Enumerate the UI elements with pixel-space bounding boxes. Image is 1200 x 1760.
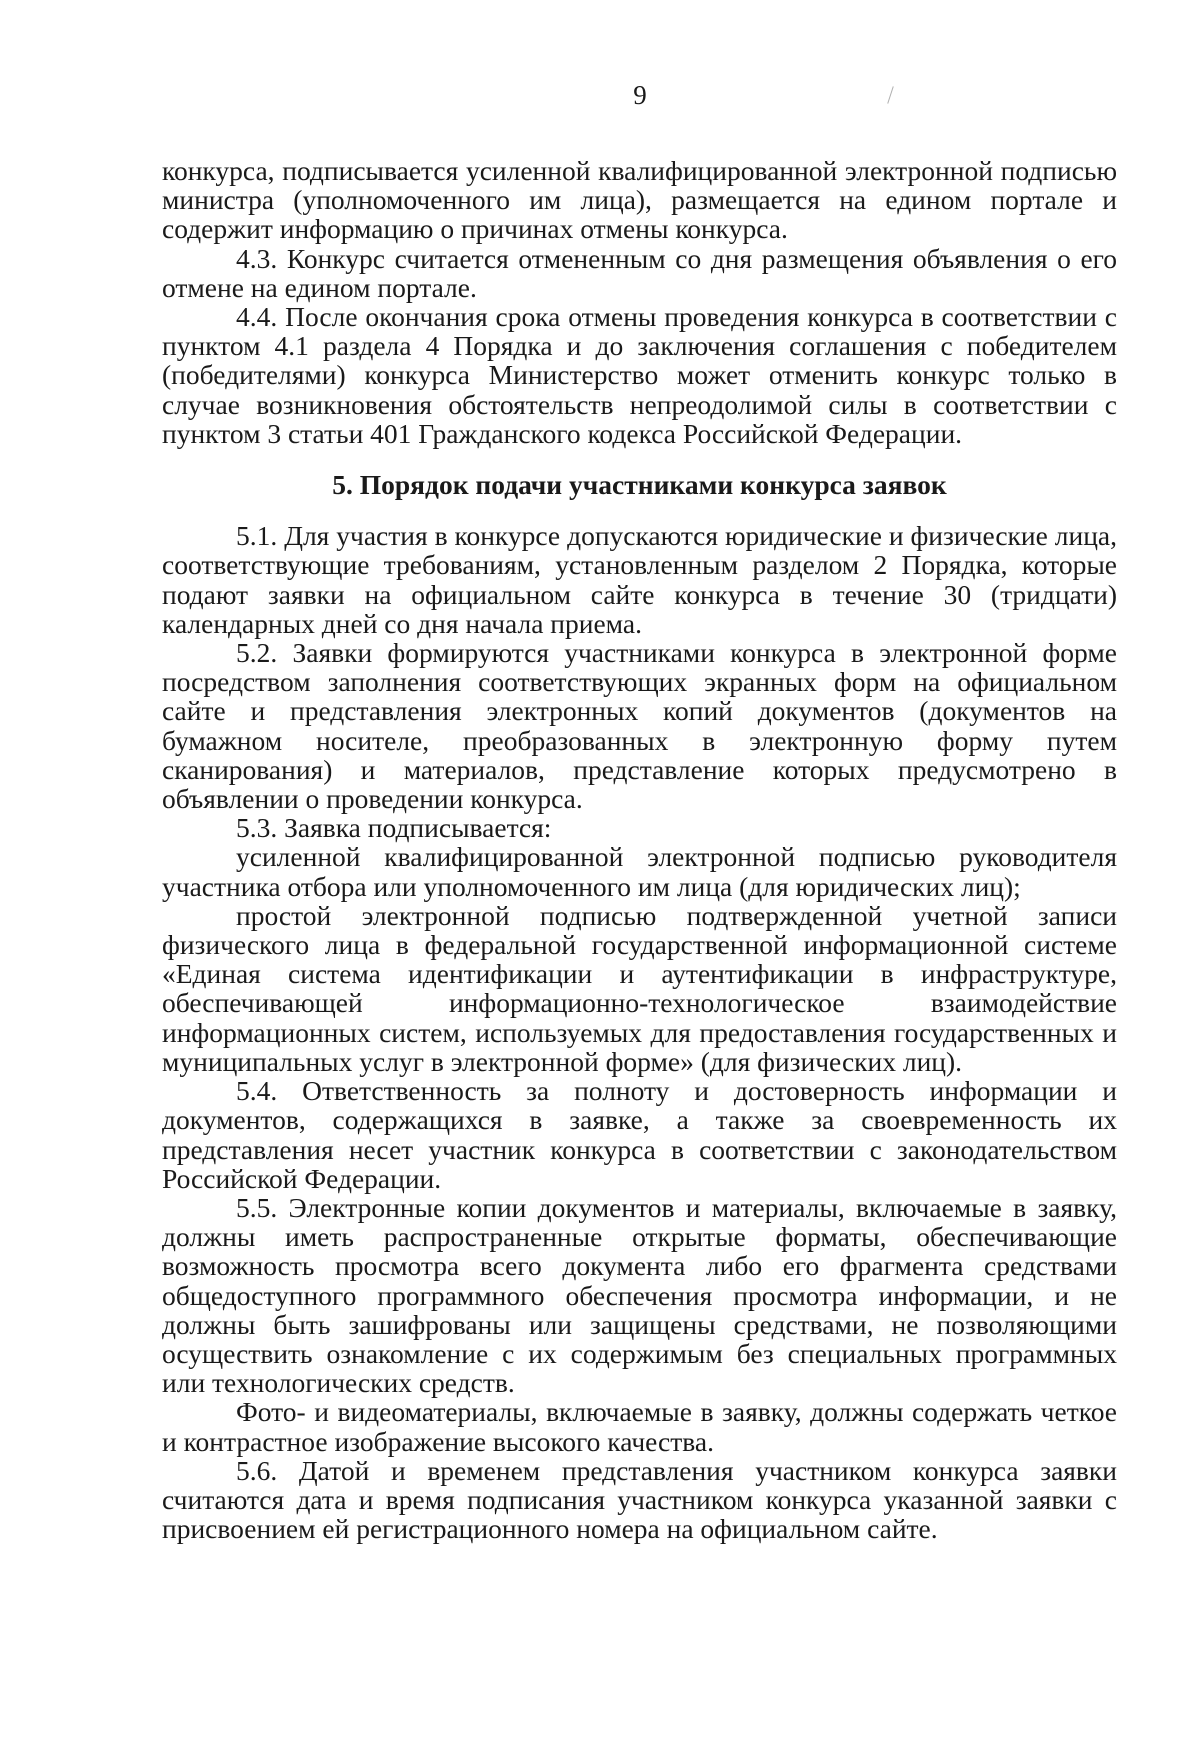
paragraph-5-5-media: Фото- и видеоматериалы, включаемые в заявку, должны содержать четкое и контрастное изображение высокого качества. (162, 1396, 1117, 1457)
paragraph-5-3-individuals: простой электронной подписью подтвержденной учетной записи физического лица в федеральной государственной информационной системе «Единая система идентификации и аутентификации в инфраструктуре, обеспечивающей информационно-технологическое взаимодействие информационных систем, используемых для предоставления государственных и муниципальных услуг в электронной форме» (для физических лиц). (162, 899, 1117, 1077)
paragraph-5-5: 5.5. Электронные копии документов и материалы, включаемые в заявку, должны иметь распространенные открытые форматы, обеспечивающие возможность просмотра всего документа либо его фрагмента средствами общедоступного программного обеспечения просмотра информации, и не должны быть зашифрованы или защищены средствами, не позволяющими осуществить ознакомление с их содержимым без специальных программных или технологических средств. (162, 1191, 1117, 1399)
page-number: 9 (633, 80, 647, 110)
paragraph-cancel-continuation: конкурса, подписывается усиленной квалифицированной электронной подписью министра (уполномоченного им лица), размещается на едином портале и содержит информацию о причинах отмены конкурса. (162, 155, 1117, 245)
paragraph-5-2: 5.2. Заявки формируются участниками конкурса в электронной форме посредством заполнения соответствующих экранных форм на официальном сайте и представления электронных копий документов (документов на бумажном носителе, преобразованных в электронную форму путем сканирования) и материалов, представление которых предусмотрено в объявлении о проведении конкурса. (162, 637, 1117, 815)
paragraph-5-3: 5.3. Заявка подписывается: (236, 812, 552, 844)
paragraph-5-6: 5.6. Датой и временем представления участником конкурса заявки считаются дата и время подписания участником конкурса указанной заявки с присвоением ей регистрационного номера на официальном сайте. (162, 1454, 1117, 1545)
document-body (162, 156, 1117, 1543)
section-heading: 5. Порядок подачи участниками конкурса заявок (332, 469, 947, 501)
paragraph-5-3-legal-entities: усиленной квалифицированной электронной подписью руководителя участника отбора или уполномоченного им лица (для юридических лиц); (162, 841, 1117, 902)
paragraph-4-4: 4.4. После окончания срока отмены проведения конкурса в соответствии с пунктом 4.1 раздела 4 Порядка и до заключения соглашения с победителем (победителями) конкурса Министерство может отменить конкурс только в случае возникновения обстоятельств непреодолимой силы в соответствии с пунктом 3 статьи 401 Гражданского кодекса Российской Федерации. (162, 301, 1117, 449)
paragraph-4-3: 4.3. Конкурс считается отмененным со дня размещения объявления о его отмене на едином портале. (162, 242, 1117, 303)
paragraph-5-4: 5.4. Ответственность за полноту и достоверность информации и документов, содержащихся в заявке, а также за своевременность их представления несет участник конкурса в соответствии с законодательством Российской Федерации. (162, 1075, 1117, 1194)
paragraph-5-1: 5.1. Для участия в конкурсе допускаются юридические и физические лица, соответствующие требованиям, установленным разделом 2 Порядка, которые подают заявки на официальном сайте конкурса в течение 30 (тридцати) календарных дней со дня начала приема. (162, 520, 1117, 639)
